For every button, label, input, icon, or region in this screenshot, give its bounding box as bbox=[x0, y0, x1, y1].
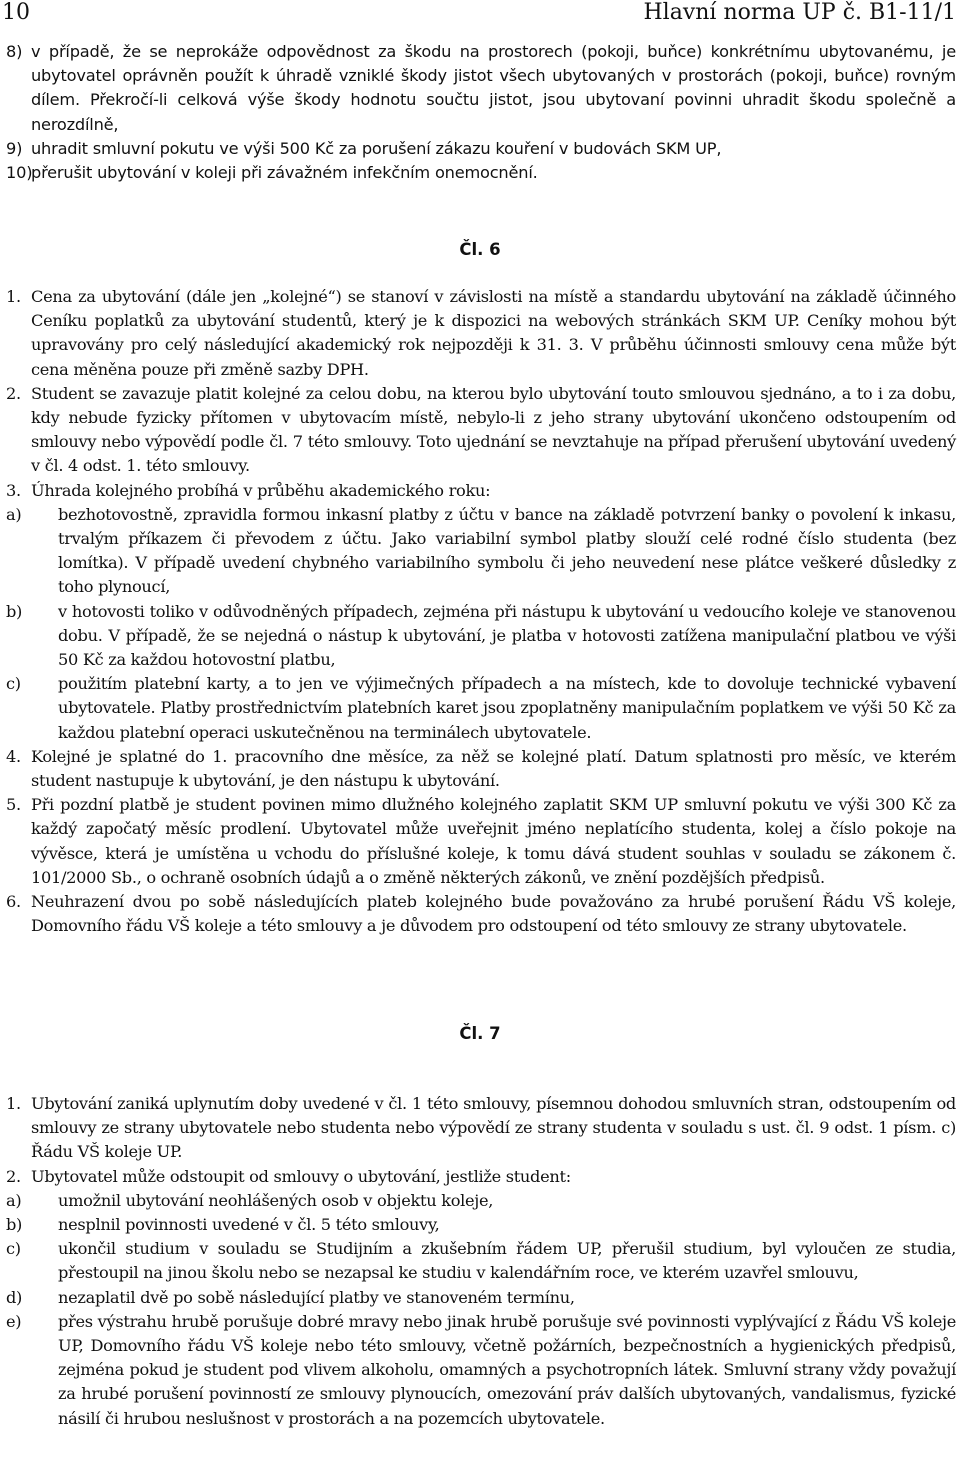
item-letter: e) bbox=[6, 1311, 22, 1331]
page-number: 10 bbox=[2, 0, 30, 25]
item-text: Úhrada kolejného probíhá v průběhu akademického roku: bbox=[31, 480, 491, 500]
paragraph-6-1 bbox=[6, 285, 956, 382]
article-6-body bbox=[6, 285, 956, 938]
item-number: 2. bbox=[6, 383, 21, 403]
item-letter: a) bbox=[6, 1190, 22, 1210]
continued-list bbox=[6, 40, 956, 185]
item-text: Při pozdní platbě je student povinen mimo dlužného kolejného zaplatit SKM UP smluvní pokutu ve výši 300 Kč za každý započatý měsíc prodlení. Ubytovatel může uveřejnit jméno neplatícího studenta, kolej a číslo pokoje na vývěsce, která je umístěna u vchodu do příslušné koleje, k tomu dává student souhlas v souladu se zákonem č. 101/2000 Sb., o ochraně osobních údajů a o změně některých zákonů, ve znění pozdějších předpisů. bbox=[31, 795, 956, 887]
paragraph-7-1 bbox=[6, 1092, 956, 1165]
article-7-heading: Čl. 7 bbox=[459, 1024, 501, 1043]
item-text: umožnil ubytování neohlášených osob v objektu koleje, bbox=[58, 1190, 494, 1210]
item-text: ukončil studium v souladu se Studijním a zkušebním řádem UP, přerušil studium, byl vyloučen ze studia, přestoupil na jinou školu nebo se nezapsal ke studiu v kalendářním roce, ve kterém uzavřel smlouvu, bbox=[58, 1239, 956, 1283]
item-number: 1. bbox=[6, 287, 21, 306]
item-number: 6. bbox=[6, 892, 21, 912]
item-text: Kolejné je splatné do 1. pracovního dne měsíce, za něž se kolejné platí. Datum splatnosti pro měsíc, ve kterém student nastupuje k ubytování, je den nástupu k ubytování. bbox=[31, 746, 956, 791]
paragraph-6-3-b bbox=[6, 600, 956, 673]
paragraph-7-2-e bbox=[6, 1310, 956, 1431]
item-text: použitím platební karty, a to jen ve výjimečných případech a na místech, kde to dovoluje technické vybavení ubytovatele. Platby prostřednictvím platebních karet jsou zpoplatněny manipulačním poplatkem ve výši 50 Kč za každou platební operaci uskutečněnou na terminálech ubytovatele. bbox=[58, 674, 956, 742]
paragraph-6-2 bbox=[6, 382, 956, 479]
item-letter: b) bbox=[6, 1215, 23, 1235]
paragraph-6-3 bbox=[6, 479, 956, 503]
item-number: 3. bbox=[6, 480, 21, 500]
list-item-8 bbox=[6, 40, 956, 137]
item-text: přes výstrahu hrubě porušuje dobré mravy nebo jinak hrubě porušuje své povinnosti vyplývající z Řádu VŠ koleje UP, Domovního řádu VŠ koleje nebo této smlouvy, včetně požárních, bezpečnostních a hygienických předpisů, zejména pokud je student pod vlivem alkoholu, omamných a psychotropních látek. Smluvní strany vždy považují za hrubé porušení povinností ze smlouvy plynoucích, omezování práv dalších ubytovaných, vandalismus, fyzické násilí či hrubou neslušnost v prostorách a na pozemcích ubytovatele. bbox=[58, 1311, 956, 1428]
paragraph-6-3-c bbox=[6, 672, 956, 745]
item-number: 10) bbox=[6, 163, 33, 183]
item-letter: d) bbox=[6, 1287, 23, 1307]
item-letter: a) bbox=[6, 504, 22, 524]
paragraph-7-2-a bbox=[6, 1189, 956, 1213]
page-header bbox=[2, 0, 956, 26]
paragraph-7-2-d bbox=[6, 1286, 956, 1310]
item-text: Ubytování zaniká uplynutím doby uvedené v čl. 1 této smlouvy, písemnou dohodou smluvních stran, odstoupením od smlouvy ze strany ubytovatele nebo studenta nebo výpovědí ze strany studenta v souladu s ust. čl. 9 odst. 1 písm. c) Řádu VŠ koleje UP. bbox=[31, 1094, 956, 1162]
item-number: 9) bbox=[6, 138, 23, 158]
item-text: Student se zavazuje platit kolejné za celou dobu, na kterou bylo ubytování touto smlouvou sjednáno, a to i za dobu, kdy nebude fyzicky přítomen v ubytovacím místě, nebylo-li z jeho strany ubytování ukončeno odstoupením od smlouvy nebo výpovědí podle čl. 7 této smlouvy. Toto ujednání se nevztahuje na případ přerušení ubytování uvedený v čl. 4 odst. 1. této smlouvy. bbox=[31, 383, 956, 476]
paragraph-6-4 bbox=[6, 745, 956, 793]
paragraph-7-2-b bbox=[6, 1213, 956, 1237]
item-text: uhradit smluvní pokutu ve výši 500 Kč za porušení zákazu kouření v budovách SKM UP, bbox=[31, 138, 722, 158]
paragraph-7-2 bbox=[6, 1165, 956, 1189]
article-6-heading: Čl. 6 bbox=[459, 240, 501, 259]
item-text: nezaplatil dvě po sobě následující platby ve stanoveném termínu, bbox=[58, 1287, 575, 1307]
item-text: Cena za ubytování (dále jen „kolejné“) se stanoví v závislosti na místě a standardu ubytování na základě účinného Ceníku poplatků za ubytování studentů, který je k dispozici na webových stránkách SKM UP. Ceníky mohou být upravovány pro celý následující akademický rok nejpozději k 31. 3. V průběhu účinnosti smlouvy cena může být cena měněna pouze při změně sazby DPH. bbox=[31, 287, 956, 379]
item-text: nesplnil povinnosti uvedené v čl. 5 této smlouvy, bbox=[58, 1215, 440, 1235]
running-title: Hlavní norma UP č. B1-11/1 bbox=[643, 0, 956, 25]
item-text: přerušit ubytování v koleji při závažném infekčním onemocnění. bbox=[31, 163, 538, 183]
paragraph-6-6 bbox=[6, 890, 956, 938]
item-number: 4. bbox=[6, 746, 21, 766]
list-item-9 bbox=[6, 137, 956, 161]
item-text: v hotovosti toliko v odůvodněných případech, zejména při nástupu k ubytování u vedoucího koleje ve stanovenou dobu. V případě, že se nejedná o nástup k ubytování, je platba v hotovosti zatížena manipulační platbou ve výši 50 Kč za každou hotovostní platbu, bbox=[58, 601, 956, 670]
item-number: 1. bbox=[6, 1094, 21, 1113]
item-number: 8) bbox=[6, 42, 23, 61]
item-text: bezhotovostně, zpravidla formou inkasní platby z účtu v bance na základě potvrzení banky o povolení k inkasu, trvalým příkazem či převodem z účtu. Jako variabilní symbol platby slouží celé rodné číslo studenta (bez lomítka). V případě uvedení chybného variabilního symbolu či jeho neuvedení nese plátce veškeré důsledky z toho plynoucí, bbox=[58, 504, 956, 597]
item-text: v případě, že se neprokáže odpovědnost za škodu na prostorech (pokoji, buňce) konkrétnímu ubytovanému, je ubytovatel oprávněn použít k úhradě vzniklé škody jistot všech ubytovaných v prostorách (pokoji, buňce) rovným dílem. Překročí-li celková výše škody hodnotu součtu jistot, jsou ubytovaní povinni uhradit škodu společně a nerozdílně, bbox=[31, 42, 956, 134]
article-7-body bbox=[6, 1092, 956, 1431]
item-letter: c) bbox=[6, 1239, 21, 1259]
paragraph-7-2-c bbox=[6, 1237, 956, 1285]
list-item-10 bbox=[6, 161, 956, 185]
paragraph-6-5 bbox=[6, 793, 956, 890]
item-letter: c) bbox=[6, 674, 21, 694]
item-number: 2. bbox=[6, 1166, 21, 1186]
paragraph-6-3-a bbox=[6, 503, 956, 600]
item-text: Ubytovatel může odstoupit od smlouvy o ubytování, jestliže student: bbox=[31, 1166, 571, 1186]
item-text: Neuhrazení dvou po sobě následujících plateb kolejného bude považováno za hrubé porušení Řádu VŠ koleje, Domovního řádu VŠ koleje a této smlouvy a je důvodem pro odstoupení od této smlouvy ze strany ubytovatele. bbox=[31, 892, 956, 936]
item-number: 5. bbox=[6, 795, 21, 815]
item-letter: b) bbox=[6, 601, 23, 621]
